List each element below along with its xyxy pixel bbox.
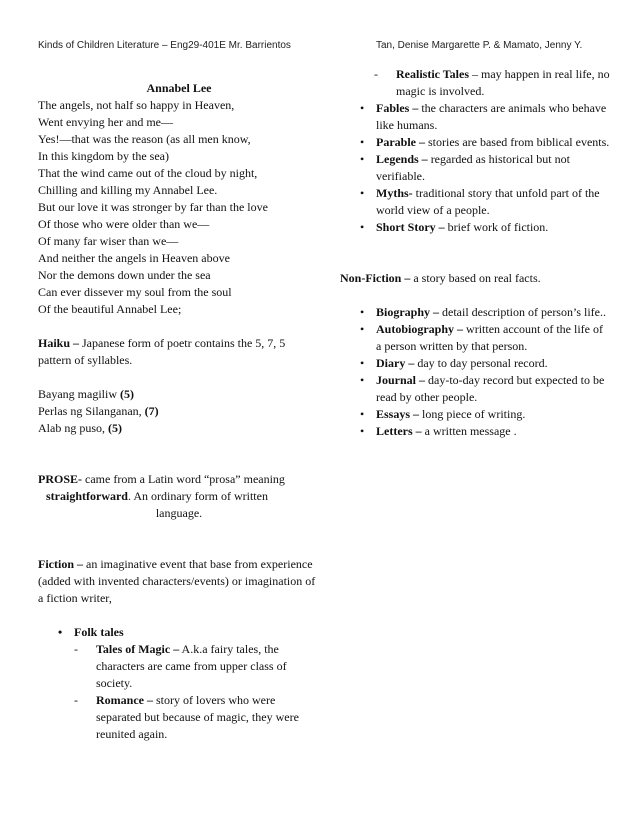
poem-line: Of the beautiful Annabel Lee; [38, 302, 182, 316]
poem-line: Yes!—that was the reason (as all men know, [38, 132, 251, 146]
fiction-list-continued [340, 66, 610, 236]
nonfiction-list [340, 304, 610, 440]
header-right: Tan, Denise Margarette P. & Mamato, Jenny Y. [376, 40, 583, 51]
list-item: - Romance – story of lovers who were separated but because of magic, they were reunited again. [38, 692, 320, 743]
poem-line: And neither the angels in Heaven above [38, 251, 230, 265]
prose-definition: PROSE- came from a Latin word “prosa” meaning straightforward. An ordinary form of written language. [38, 472, 285, 520]
list-item: • Legends – regarded as historical but not verifiable. [340, 151, 610, 185]
list-item: • Folk tales [38, 624, 320, 641]
list-item: • Biography – detail description of person’s life.. [340, 304, 610, 321]
poem-line: Of many far wiser than we— [38, 234, 179, 248]
haiku-example [38, 386, 320, 437]
poem-line: In this kingdom by the sea) [38, 149, 169, 163]
haiku-line: Perlas ng Silanganan, (7) [38, 404, 159, 418]
list-item: • Autobiography – written account of the life of a person written by that person. [340, 321, 610, 355]
poem-line: Can ever dissever my soul from the soul [38, 285, 232, 299]
poem-line: Went envying her and me— [38, 115, 173, 129]
header-left: Kinds of Children Literature – Eng29-401E Mr. Barrientos [38, 40, 291, 51]
poem-line: That the wind came out of the cloud by night, [38, 166, 258, 180]
poem-line: Chilling and killing my Annabel Lee. [38, 183, 218, 197]
haiku-definition: Haiku – Japanese form of poetr contains the 5, 7, 5 pattern of syllables. [38, 336, 286, 367]
left-column [38, 80, 320, 743]
poem-line: But our love it was stronger by far than the love [38, 200, 268, 214]
list-item: • Essays – long piece of writing. [340, 406, 610, 423]
list-item: • Diary – day to day personal record. [340, 355, 610, 372]
list-item: • Parable – stories are based from biblical events. [340, 134, 610, 151]
list-item: • Fables – the characters are animals who behave like humans. [340, 100, 610, 134]
poem-body [38, 97, 320, 318]
nonfiction-definition: Non-Fiction – a story based on real facts. [340, 271, 541, 285]
fiction-list [38, 624, 320, 743]
poem-title: Annabel Lee [146, 81, 212, 95]
list-item: - Tales of Magic – A.k.a fairy tales, the characters are came from upper class of society. [38, 641, 320, 692]
fiction-definition: Fiction – an imaginative event that base from experience (added with invented characters/events) or imagination of a fiction writer, [38, 557, 316, 605]
right-column [340, 66, 610, 440]
haiku-term: Haiku – [38, 336, 80, 350]
list-item: • Letters – a written message . [340, 423, 610, 440]
poem-line: Of those who were older than we— [38, 217, 210, 231]
list-item: • Short Story – brief work of fiction. [340, 219, 610, 236]
list-item: - Realistic Tales – may happen in real life, no magic is involved. [340, 66, 610, 100]
haiku-line: Alab ng puso, (5) [38, 421, 122, 435]
fiction-term: Fiction – [38, 557, 83, 571]
poem-line: Nor the demons down under the sea [38, 268, 211, 282]
poem-line: The angels, not half so happy in Heaven, [38, 98, 235, 112]
prose-term: PROSE- [38, 472, 83, 486]
list-item: • Journal – day-to-day record but expected to be read by other people. [340, 372, 610, 406]
haiku-line: Bayang magiliw (5) [38, 387, 134, 401]
nonfiction-term: Non-Fiction – [340, 271, 411, 285]
list-item: • Myths- traditional story that unfold part of the world view of a people. [340, 185, 610, 219]
